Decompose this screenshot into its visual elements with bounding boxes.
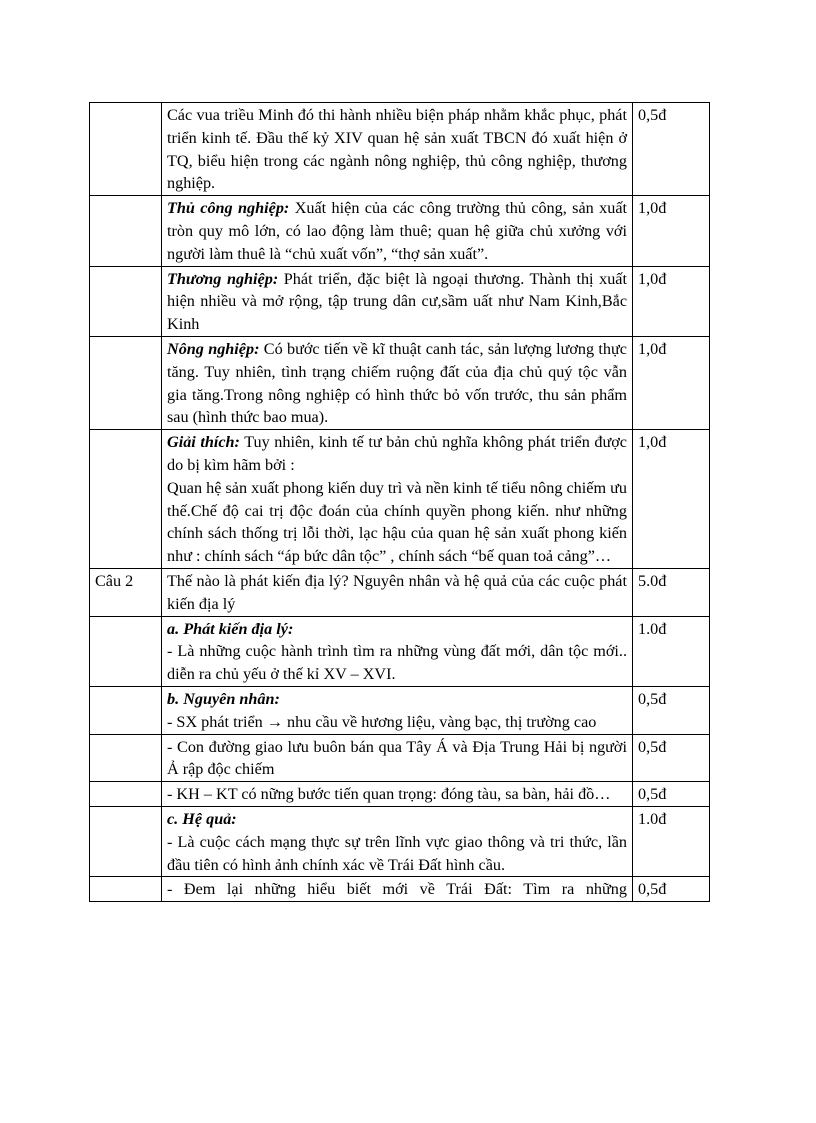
paragraph: Xuất hiện của các công trường thủ công, sản xuất tròn quy mô lớn, có lao động làm thuê; quan hệ giữa chủ xưởng với người làm thuê là “chủ xuất vốn”, “thợ sản xuất”.: [167, 199, 628, 263]
answer-content: [162, 266, 633, 336]
paragraph: - SX phát triển → nhu cầu về hương liệu, vàng bạc, thị trường cao: [167, 712, 597, 731]
answer-table: [89, 102, 710, 902]
question-label: [90, 782, 162, 807]
score-cell: 1,0đ: [633, 430, 710, 569]
score-cell: 0,5đ: [633, 734, 710, 782]
paragraph: Thế nào là phát kiến địa lý? Nguyên nhân và hệ quả của các cuộc phát kiến địa lý: [167, 571, 627, 613]
score-cell: 1.0đ: [633, 616, 710, 686]
paragraph: - KH – KT có nững bước tiến quan trọng: đóng tàu, sa bàn, hải đồ…: [167, 785, 611, 804]
paragraph: Các vua triều Minh đó thi hành nhiều biện pháp nhằm khắc phục, phát triển kinh tế. Đầu thế kỷ XIV quan hệ sản xuất TBCN đó xuất hiện ở TQ, biểu hiện trong các ngành nông nghiệp, thủ công nghiệp, thương nghiệp.: [167, 106, 627, 193]
paragraph: - Đem lại những hiểu biết mới về Trái Đất: Tìm ra những: [167, 880, 627, 899]
table-row: [90, 430, 710, 569]
score-cell: 0,5đ: [633, 686, 710, 734]
table-row: [90, 568, 710, 616]
table-row: [90, 196, 710, 266]
score-cell: 1,0đ: [633, 336, 710, 429]
table-row: [90, 336, 710, 429]
table-row: [90, 734, 710, 782]
answer-content: [162, 430, 633, 569]
answer-content: [162, 686, 633, 734]
score-cell: 0,5đ: [633, 103, 710, 196]
answer-content: [162, 806, 633, 876]
paragraph: Tuy nhiên, kinh tế tư bản chủ nghĩa không phát triển được do bị kìm hãm bởi :: [167, 433, 627, 474]
score-cell: 0,5đ: [633, 877, 710, 902]
section-heading: Thương nghiệp:: [167, 269, 279, 288]
table-row: [90, 877, 710, 902]
answer-content: [162, 103, 633, 196]
question-label: [90, 430, 162, 569]
section-heading: Nông nghiệp:: [167, 339, 260, 358]
table-row: [90, 782, 710, 807]
score-cell: 5.0đ: [633, 568, 710, 616]
answer-content: [162, 336, 633, 429]
paragraph: Phát triển, đặc biệt là ngoại thương. Thành thị xuất hiện nhiều và mở rộng, tập trung dân cư,sầm uất như Nam Kinh,Bắc Kinh: [167, 269, 627, 334]
question-label: [90, 196, 162, 266]
score-cell: 1,0đ: [633, 196, 710, 266]
paragraph: Có bước tiến về kĩ thuật canh tác, sản lượng lương thực tăng. Tuy nhiên, tình trạng chiếm ruộng đất của địa chủ quý tộc vẫn gia tăng.Trong nông nghiệp có hình thức bỏ vốn trước, thu sản phẩm sau (hình thức bao mua).: [167, 339, 627, 427]
answer-content: [162, 877, 633, 902]
question-label: [90, 103, 162, 196]
question-label: Câu 2: [90, 568, 162, 616]
paragraph: - Là cuộc cách mạng thực sự trên lĩnh vực giao thông và tri thức, lần đầu tiên có hình ảnh chính xác về Trái Đất hình cầu.: [167, 832, 627, 874]
question-label: [90, 734, 162, 782]
section-heading: b. Nguyên nhân:: [167, 689, 280, 708]
section-heading: c. Hệ quả:: [167, 809, 237, 828]
score-cell: 1.0đ: [633, 806, 710, 876]
table-row: [90, 686, 710, 734]
answer-content: [162, 196, 633, 266]
question-label: [90, 266, 162, 336]
question-label: [90, 336, 162, 429]
section-heading: Thủ công nghiệp:: [167, 199, 290, 218]
question-label: [90, 686, 162, 734]
question-label: [90, 616, 162, 686]
table-row: [90, 806, 710, 876]
answer-content: [162, 734, 633, 782]
section-heading: Giải thích:: [167, 433, 240, 452]
score-cell: 0,5đ: [633, 782, 710, 807]
table-row: [90, 616, 710, 686]
section-heading: a. Phát kiến địa lý:: [167, 619, 294, 638]
question-text: [162, 568, 633, 616]
question-label: [90, 877, 162, 902]
paragraph: - Con đường giao lưu buôn bán qua Tây Á và Địa Trung Hải bị người Ả rập độc chiếm: [167, 737, 627, 779]
paragraph: Quan hệ sản xuất phong kiến duy trì và nền kinh tế tiểu nông chiếm ưu thế.Chế độ cai trị độc đoán của chính quyền phong kiến. như những chính sách thống trị lỗi thời, lạc hậu của quan hệ sản xuất phong kiến như : chính sách “áp bức dân tộc” , chính sách “bế quan toả cảng”…: [167, 478, 627, 566]
paragraph: - Là những cuộc hành trình tìm ra những vùng đất mới, dân tộc mới.. diễn ra chủ yếu ở thế kỉ XV – XVI.: [167, 642, 627, 684]
answer-content: [162, 782, 633, 807]
score-cell: 1,0đ: [633, 266, 710, 336]
answer-content: [162, 616, 633, 686]
table-row: [90, 103, 710, 196]
table-row: [90, 266, 710, 336]
question-label: [90, 806, 162, 876]
